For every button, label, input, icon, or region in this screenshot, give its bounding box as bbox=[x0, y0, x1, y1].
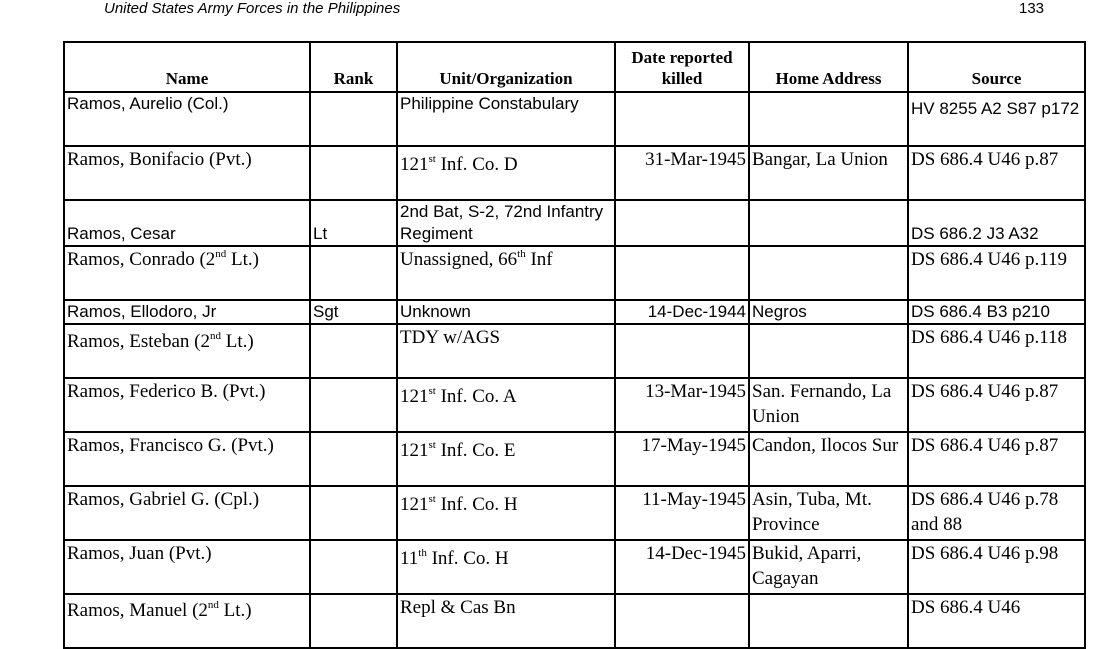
source-cell: DS 686.4 U46 bbox=[908, 594, 1085, 648]
date-cell bbox=[615, 246, 749, 300]
table-row bbox=[64, 146, 1085, 200]
name-cell: Ramos, Manuel (2nd Lt.) bbox=[64, 594, 310, 648]
source-cell: DS 686.4 U46 p.78 and 88 bbox=[908, 486, 1085, 540]
unit-cell: Philippine Constabulary bbox=[397, 92, 615, 146]
column-header-name: Name bbox=[64, 42, 310, 92]
name-cell: Ramos, Esteban (2nd Lt.) bbox=[64, 324, 310, 378]
column-header-unit: Unit/Organization bbox=[397, 42, 615, 92]
unit-cell: Unassigned, 66th Inf bbox=[397, 246, 615, 300]
address-cell bbox=[749, 246, 908, 300]
unit-cell: 121st Inf. Co. E bbox=[397, 432, 615, 486]
address-cell bbox=[749, 594, 908, 648]
running-header-title: United States Army Forces in the Philippines bbox=[104, 0, 401, 17]
table-row bbox=[64, 486, 1085, 540]
name-cell: Ramos, Juan (Pvt.) bbox=[64, 540, 310, 594]
header-row bbox=[64, 42, 1085, 92]
table-row bbox=[64, 540, 1085, 594]
source-cell: DS 686.2 J3 A32 bbox=[908, 200, 1085, 246]
date-cell bbox=[615, 200, 749, 246]
table-row bbox=[64, 324, 1085, 378]
source-cell: HV 8255 A2 S87 p172 bbox=[908, 92, 1085, 146]
source-cell: DS 686.4 U46 p.87 bbox=[908, 432, 1085, 486]
rank-cell bbox=[310, 540, 397, 594]
page-number: 133 bbox=[1019, 0, 1045, 17]
name-cell: Ramos, Gabriel G. (Cpl.) bbox=[64, 486, 310, 540]
address-cell bbox=[749, 324, 908, 378]
column-header-source: Source bbox=[908, 42, 1085, 92]
unit-cell: TDY w/AGS bbox=[397, 324, 615, 378]
name-cell: Ramos, Conrado (2nd Lt.) bbox=[64, 246, 310, 300]
date-cell: 14-Dec-1944 bbox=[615, 300, 749, 324]
date-cell bbox=[615, 594, 749, 648]
date-cell: 31-Mar-1945 bbox=[615, 146, 749, 200]
table-row bbox=[64, 432, 1085, 486]
rank-cell bbox=[310, 594, 397, 648]
name-cell: Ramos, Federico B. (Pvt.) bbox=[64, 378, 310, 432]
casualty-table bbox=[63, 41, 1086, 649]
name-cell: Ramos, Aurelio (Col.) bbox=[64, 92, 310, 146]
name-cell: Ramos, Ellodoro, Jr bbox=[64, 300, 310, 324]
rank-cell bbox=[310, 432, 397, 486]
name-cell: Ramos, Bonifacio (Pvt.) bbox=[64, 146, 310, 200]
rank-cell bbox=[310, 146, 397, 200]
source-cell: DS 686.4 U46 p.119 bbox=[908, 246, 1085, 300]
unit-cell: 121st Inf. Co. A bbox=[397, 378, 615, 432]
source-cell: DS 686.4 B3 p210 bbox=[908, 300, 1085, 324]
column-header-address: Home Address bbox=[749, 42, 908, 92]
unit-cell: 11th Inf. Co. H bbox=[397, 540, 615, 594]
unit-cell: 121st Inf. Co. H bbox=[397, 486, 615, 540]
date-cell: 17-May-1945 bbox=[615, 432, 749, 486]
column-header-date: Date reported killed bbox=[615, 42, 749, 92]
rank-cell bbox=[310, 324, 397, 378]
rank-cell bbox=[310, 486, 397, 540]
source-cell: DS 686.4 U46 p.118 bbox=[908, 324, 1085, 378]
name-cell: Ramos, Francisco G. (Pvt.) bbox=[64, 432, 310, 486]
address-cell: Negros bbox=[749, 300, 908, 324]
table-row bbox=[64, 594, 1085, 648]
source-cell: DS 686.4 U46 p.98 bbox=[908, 540, 1085, 594]
date-cell: 14-Dec-1945 bbox=[615, 540, 749, 594]
unit-cell: Unknown bbox=[397, 300, 615, 324]
unit-cell: Repl & Cas Bn bbox=[397, 594, 615, 648]
date-cell: 13-Mar-1945 bbox=[615, 378, 749, 432]
address-cell: Asin, Tuba, Mt. Province bbox=[749, 486, 908, 540]
name-cell: Ramos, Cesar bbox=[64, 200, 310, 246]
address-cell: San. Fernando, La Union bbox=[749, 378, 908, 432]
table-row bbox=[64, 246, 1085, 300]
rank-cell bbox=[310, 378, 397, 432]
date-cell bbox=[615, 324, 749, 378]
address-cell bbox=[749, 200, 908, 246]
table-row bbox=[64, 378, 1085, 432]
rank-cell: Lt bbox=[310, 200, 397, 246]
date-cell bbox=[615, 92, 749, 146]
address-cell: Bangar, La Union bbox=[749, 146, 908, 200]
rank-cell bbox=[310, 246, 397, 300]
address-cell: Bukid, Aparri, Cagayan bbox=[749, 540, 908, 594]
date-cell: 11-May-1945 bbox=[615, 486, 749, 540]
table-row bbox=[64, 300, 1085, 324]
column-header-rank: Rank bbox=[310, 42, 397, 92]
source-cell: DS 686.4 U46 p.87 bbox=[908, 378, 1085, 432]
rank-cell: Sgt bbox=[310, 300, 397, 324]
unit-cell: 2nd Bat, S-2, 72nd Infantry Regiment bbox=[397, 200, 615, 246]
unit-cell: 121st Inf. Co. D bbox=[397, 146, 615, 200]
rank-cell bbox=[310, 92, 397, 146]
table-row bbox=[64, 200, 1085, 246]
table-row bbox=[64, 92, 1085, 146]
address-cell: Candon, Ilocos Sur bbox=[749, 432, 908, 486]
address-cell bbox=[749, 92, 908, 146]
source-cell: DS 686.4 U46 p.87 bbox=[908, 146, 1085, 200]
